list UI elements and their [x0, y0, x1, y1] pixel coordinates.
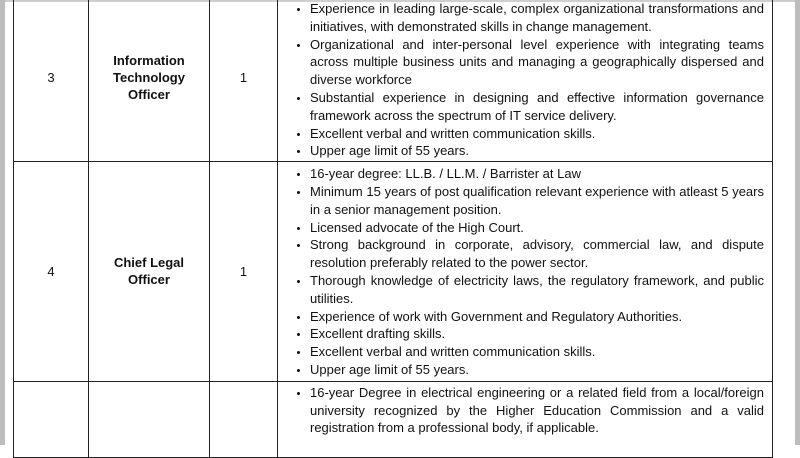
requirement-item: • Experience in leading large-scale, complex organizational transformations and initiatives, with demonstrated skills in change management. — [310, 0, 764, 36]
requirement-item: • Excellent verbal and written communication skills. — [310, 343, 764, 361]
requirements-cell — [278, 0, 773, 162]
position-title-cell — [89, 162, 210, 382]
page-edge-right — [795, 0, 800, 445]
requirement-item: • Strong background in corporate, advisory, commercial law, and dispute resolution preferably related to the power sector. — [310, 236, 764, 272]
vacancy-count-cell — [210, 381, 278, 457]
vacancy-count-cell: 1 — [210, 162, 278, 382]
requirement-item: • Minimum 15 years of post qualification relevant experience with atleast 5 years in a senior management position. — [310, 183, 764, 219]
requirement-item: • Experience of work with Government and Regulatory Authorities. — [310, 308, 764, 326]
requirements-list — [278, 165, 764, 379]
table-row — [14, 0, 773, 162]
position-title-cell — [89, 381, 210, 457]
position-title-line: Chief Legal — [113, 255, 185, 271]
serial-number-cell: 4 — [14, 162, 89, 382]
page-edge-left — [0, 0, 5, 445]
requirement-item: • Excellent drafting skills. — [310, 325, 764, 343]
position-title-line: Officer — [128, 86, 170, 102]
position-title-line: Technology — [113, 69, 185, 85]
position-title-cell — [89, 0, 210, 162]
requirement-item: • 16-year Degree in electrical engineering or a related field from a local/foreign university recognized by the Higher Education Commission and a valid registration from a professional body, if applicable. — [310, 384, 764, 437]
requirement-item: • Substantial experience in designing and effective information governance framework across the spectrum of IT service delivery. — [310, 89, 764, 125]
requirements-list — [278, 384, 764, 437]
serial-number-cell: 3 — [14, 0, 89, 162]
positions-table — [13, 0, 773, 458]
position-title-line: Information — [113, 52, 185, 68]
requirement-item: • Organizational and inter-personal level experience with integrating teams across multiple business units and managing a geographically dispersed and diverse workforce — [310, 36, 764, 89]
position-title-line: Officer — [128, 272, 170, 288]
requirement-item: • Upper age limit of 55 years. — [310, 142, 764, 160]
vacancy-count-cell: 1 — [210, 0, 278, 162]
serial-number-cell — [14, 381, 89, 457]
requirement-item: • 16-year degree: LL.B. / LL.M. / Barrister at Law — [310, 165, 764, 183]
table-row — [14, 162, 773, 382]
requirement-item: • Thorough knowledge of electricity laws, the regulatory framework, and public utilities. — [310, 272, 764, 308]
requirements-list — [278, 0, 764, 160]
table-row — [14, 381, 773, 457]
requirement-item: • Excellent verbal and written communication skills. — [310, 125, 764, 143]
requirement-item: • Upper age limit of 55 years. — [310, 361, 764, 379]
requirements-cell — [278, 381, 773, 457]
requirement-item: • Licensed advocate of the High Court. — [310, 219, 764, 237]
requirements-cell — [278, 162, 773, 382]
